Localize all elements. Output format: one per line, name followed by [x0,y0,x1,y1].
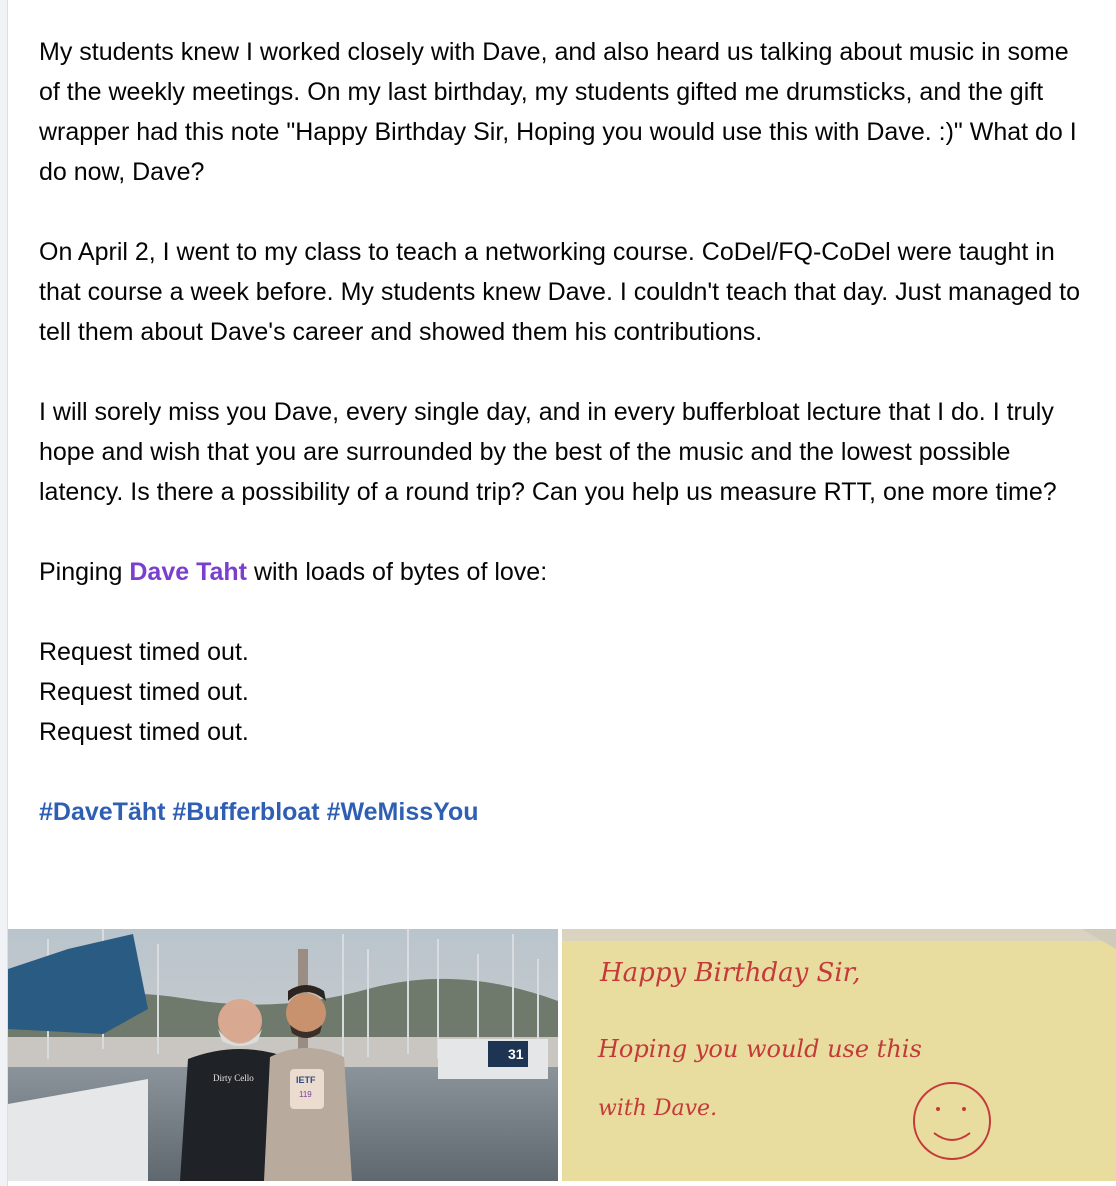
note-line-1: Happy Birthday Sir, [600,958,861,988]
shirt-text: Dirty Cello [213,1073,254,1083]
note-line-2: Hoping you would use this [598,1035,922,1063]
timeout-line: Request timed out. [39,718,249,746]
hashtag-wemissyou[interactable]: #WeMissYou [326,798,479,826]
timeout-list [39,632,1089,752]
timeout-line: Request timed out. [39,638,249,666]
photo-birthday-note[interactable] [562,929,1116,1181]
left-border [0,0,8,1186]
post-body [39,32,1089,872]
marina-photo-image [8,929,558,1181]
pinging-line [39,552,1089,592]
note-line-3: with Dave. [598,1096,718,1121]
hashtag-davetaht[interactable]: #DaveTäht [39,798,166,826]
paragraph-2: On April 2, I went to my class to teach a networking course. CoDel/FQ-CoDel were taught in that course a week before. My students knew Dave. I couldn't teach that day. Just managed to tell them about Dave's career and showed them his contributions. [39,238,1081,346]
pinging-suffix: with loads of bytes of love: [247,558,548,586]
pinging-prefix: Pinging [39,558,130,586]
timeout-line: Request timed out. [39,678,249,706]
hashtag-bufferbloat[interactable]: #Bufferbloat [172,798,320,826]
paragraph-3: I will sorely miss you Dave, every single day, and in every bufferbloat lecture that I do. I truly hope and wish that you are surrounded by the best of the music and the lowest possible latency. Is there a possibility of a round trip? Can you help us measure RTT, one more time? [39,398,1057,506]
boat-number: 31 [508,1046,524,1062]
paragraph-1: My students knew I worked closely with Dave, and also heard us talking about music in some of the weekly meetings. On my last birthday, my students gifted me drumsticks, and the gift wrapper had this note "Happy Birthday Sir, Hoping you would use this with Dave. :)" What do I do now, Dave? [39,38,1077,186]
shirt-logo: IETF [296,1075,316,1085]
photo-marina[interactable] [8,929,558,1181]
photo-grid [8,929,1116,1186]
hashtags [39,792,1089,832]
birthday-note-image [562,929,1116,1181]
mention-dave-taht[interactable]: Dave Taht [129,558,247,586]
shirt-logo-sub: 119 [299,1090,312,1099]
